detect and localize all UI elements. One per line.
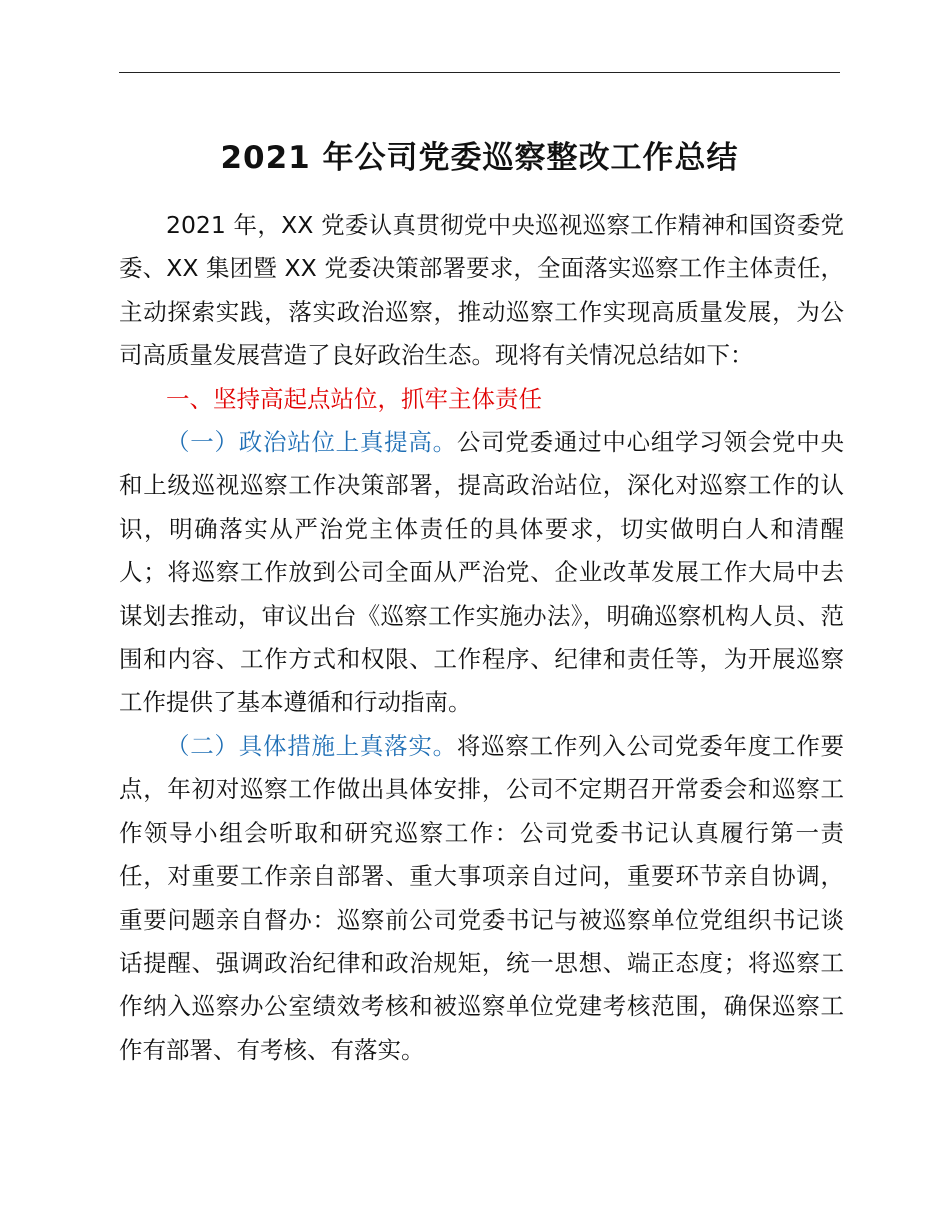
subsection-heading-2: （二）具体措施上真落实。 xyxy=(166,731,457,760)
header-rule xyxy=(119,72,840,73)
document-title: 2021 年公司党委巡察整改工作总结 xyxy=(220,140,739,176)
subsection-2-paragraph xyxy=(119,725,844,1072)
subsection-body-1: 公司党委通过中心组学习领会党中央和上级巡视巡察工作决策部署，提高政治站位，深化对巡察工作的认识，明确落实从严治党主体责任的具体要求，切实做明白人和清醒人；将巡察工作放到公司全面从严治党、企业改革发展工作大局中去谋划去推动，审议出台《巡察工作实施办法》，明确巡察机构人员、范围和内容、工作方式和权限、工作程序、纪律和责任等，为开展巡察工作提供了基本遵循和行动指南。 xyxy=(119,428,845,717)
subsection-body-2: 将巡察工作列入公司党委年度工作要点，年初对巡察工作做出具体安排，公司不定期召开常委会和巡察工作领导小组会听取和研究巡察工作：公司党委书记认真履行第一责任，对重要工作亲自部署、重大事项亲自过问，重要环节亲自协调，重要问题亲自督办：巡察前公司党委书记与被巡察单位党组织书记谈话提醒、强调政治纪律和政治规矩，统一思想、端正态度；将巡察工作纳入巡察办公室绩效考核和被巡察单位党建考核范围，确保巡察工作有部署、有考核、有落实。 xyxy=(119,731,845,1064)
subsection-1-paragraph xyxy=(119,421,844,725)
section-heading-1: 一、坚持高起点站位，抓牢主体责任 xyxy=(166,384,542,413)
document-body xyxy=(119,204,844,1072)
subsection-heading-1: （一）政治站位上真提高。 xyxy=(166,428,457,457)
intro-paragraph: 2021 年，XX 党委认真贯彻党中央巡视巡察工作精神和国资委党委、XX 集团暨 XX 党委决策部署要求，全面落实巡察工作主体责任，主动探索实践，落实政治巡察，推动巡察工作实现高质量发展，为公司高质量发展营造了良好政治生态。现将有关情况总结如下： xyxy=(119,211,844,370)
